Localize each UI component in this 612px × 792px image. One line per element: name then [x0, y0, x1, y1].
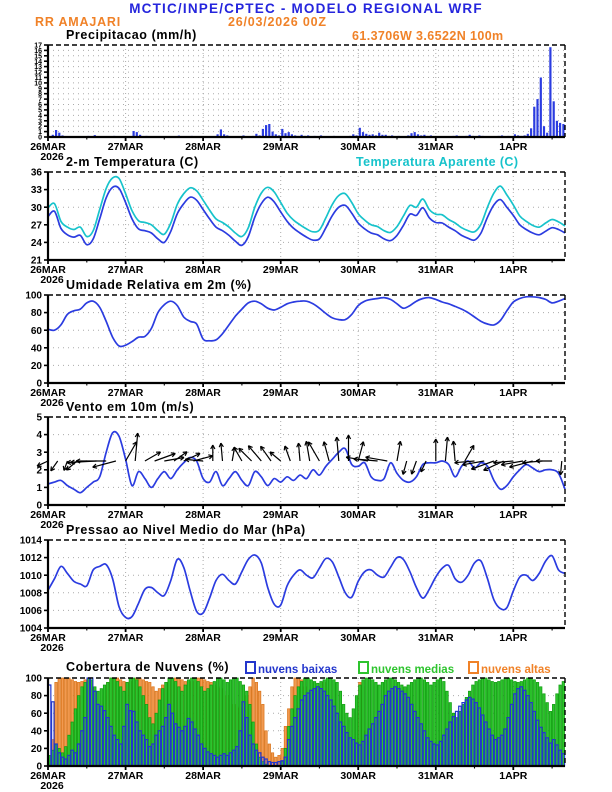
- precip-bar: [540, 78, 542, 138]
- svg-text:36: 36: [30, 167, 42, 179]
- svg-text:27MAR: 27MAR: [107, 264, 144, 276]
- svg-text:28MAR: 28MAR: [185, 770, 221, 782]
- svg-text:2: 2: [36, 465, 42, 477]
- station-label: RR AMAJARI: [35, 15, 122, 29]
- svg-text:1APR: 1APR: [499, 387, 528, 399]
- panel-title-humidity: Umidade Relativa em 2m (%): [66, 278, 252, 292]
- svg-text:31MAR: 31MAR: [418, 509, 454, 521]
- svg-text:30MAR: 30MAR: [340, 770, 376, 782]
- svg-text:1008: 1008: [19, 588, 42, 600]
- series: [48, 678, 564, 766]
- svg-text:30MAR: 30MAR: [340, 141, 376, 153]
- svg-text:28MAR: 28MAR: [185, 264, 221, 276]
- legend-label-high-clouds: nuvens altas: [481, 664, 551, 676]
- svg-text:100: 100: [25, 673, 42, 685]
- svg-text:28MAR: 28MAR: [185, 141, 221, 153]
- apparent-temperature-label: Temperatura Aparente (C): [356, 155, 519, 169]
- svg-text:20: 20: [30, 361, 42, 372]
- svg-text:17: 17: [34, 42, 42, 50]
- svg-text:26MAR: 26MAR: [30, 509, 66, 521]
- svg-text:26MAR: 26MAR: [30, 141, 66, 153]
- svg-text:30MAR: 30MAR: [340, 264, 376, 276]
- svg-text:27MAR: 27MAR: [107, 509, 144, 521]
- panel-cloud-cover: [25, 674, 565, 792]
- svg-text:80: 80: [30, 691, 42, 703]
- svg-text:10: 10: [34, 80, 42, 88]
- gridlines: [48, 45, 565, 137]
- svg-text:0: 0: [36, 761, 42, 773]
- panel-title-temperature: 2-m Temperatura (C): [66, 155, 199, 169]
- svg-text:31MAR: 31MAR: [418, 141, 454, 153]
- svg-text:1: 1: [36, 483, 42, 494]
- svg-text:29MAR: 29MAR: [262, 509, 299, 521]
- svg-text:1: 1: [38, 129, 42, 137]
- location-coordinates-label: 61.3706W 3.6522N 100m: [352, 29, 504, 43]
- y-axis: [20, 536, 48, 635]
- panel-humidity: [25, 291, 565, 409]
- y-axis: [25, 291, 48, 390]
- svg-text:27MAR: 27MAR: [107, 770, 144, 782]
- svg-text:29MAR: 29MAR: [262, 632, 299, 644]
- svg-text:12: 12: [34, 69, 42, 77]
- panel-pressure: [20, 536, 565, 654]
- precip-bar: [536, 99, 538, 137]
- svg-text:13: 13: [34, 64, 42, 72]
- svg-text:30MAR: 30MAR: [340, 387, 376, 399]
- svg-text:6: 6: [38, 102, 42, 109]
- svg-text:14: 14: [34, 58, 42, 66]
- x-axis: [30, 628, 552, 654]
- plot-frame: [47, 295, 565, 384]
- svg-text:1APR: 1APR: [499, 632, 528, 644]
- svg-text:29MAR: 29MAR: [262, 387, 299, 399]
- legend-label-mid-clouds: nuvens medias: [371, 664, 455, 676]
- svg-text:1APR: 1APR: [499, 141, 528, 153]
- legend-label-low-clouds: nuvens baixas: [258, 664, 338, 676]
- svg-text:1APR: 1APR: [499, 264, 528, 276]
- svg-text:0: 0: [36, 378, 42, 390]
- precip-bar: [549, 47, 551, 137]
- precip-bar: [281, 129, 283, 137]
- svg-text:40: 40: [30, 726, 42, 738]
- svg-text:60: 60: [30, 708, 42, 720]
- svg-text:16: 16: [34, 47, 42, 55]
- svg-text:26MAR: 26MAR: [30, 387, 66, 399]
- series: [52, 47, 565, 137]
- panel-wind: [30, 413, 565, 531]
- plot-frame: [47, 45, 565, 138]
- precip-bar: [530, 128, 532, 137]
- svg-text:27: 27: [30, 220, 42, 232]
- run-datetime-label: 26/03/2026 00Z: [228, 15, 327, 29]
- precip-bar: [559, 123, 561, 137]
- y-axis: [34, 43, 48, 142]
- precip-bar: [533, 107, 535, 137]
- precip-bar: [262, 129, 264, 137]
- svg-text:100: 100: [25, 290, 42, 302]
- svg-text:27MAR: 27MAR: [107, 632, 144, 644]
- panel-title-pressure: Pressao ao Nivel Medio do Mar (hPa): [66, 523, 306, 537]
- mid-clouds-swatch-icon: [358, 661, 369, 674]
- x-axis: [30, 766, 552, 792]
- gridlines: [48, 540, 565, 628]
- svg-text:30MAR: 30MAR: [340, 509, 376, 521]
- plot-frame: [47, 417, 565, 506]
- svg-text:24: 24: [30, 238, 42, 249]
- legend-item-low-clouds: [245, 661, 337, 676]
- svg-text:7: 7: [38, 96, 42, 104]
- svg-text:15: 15: [34, 53, 42, 61]
- y-axis: [31, 168, 48, 267]
- series: [48, 177, 565, 246]
- svg-text:2026: 2026: [40, 780, 64, 792]
- panel-temperature: [30, 168, 565, 286]
- svg-text:11: 11: [34, 75, 42, 82]
- svg-text:31MAR: 31MAR: [418, 387, 454, 399]
- svg-text:5: 5: [36, 412, 42, 424]
- precip-bar: [220, 129, 222, 137]
- panel-precipitation: [30, 43, 565, 164]
- svg-text:5: 5: [38, 107, 42, 115]
- precip-bar: [556, 121, 558, 137]
- svg-text:29MAR: 29MAR: [262, 264, 299, 276]
- svg-text:40: 40: [30, 343, 42, 355]
- svg-text:28MAR: 28MAR: [185, 632, 221, 644]
- precip-bar: [268, 124, 270, 137]
- svg-text:2: 2: [38, 123, 42, 131]
- svg-text:4: 4: [38, 112, 42, 120]
- wind-vectors: [37, 433, 563, 475]
- svg-text:1APR: 1APR: [499, 770, 528, 782]
- svg-text:20: 20: [30, 744, 42, 755]
- gridlines: [48, 295, 565, 383]
- svg-text:2026: 2026: [40, 642, 64, 654]
- svg-text:30: 30: [30, 202, 42, 214]
- svg-text:1010: 1010: [19, 570, 42, 582]
- svg-text:27MAR: 27MAR: [107, 387, 144, 399]
- svg-text:28MAR: 28MAR: [185, 387, 221, 399]
- high-clouds-swatch-icon: [468, 661, 479, 674]
- precip-bar: [562, 124, 564, 137]
- svg-text:26MAR: 26MAR: [30, 770, 66, 782]
- precip-bar: [553, 101, 555, 137]
- svg-text:29MAR: 29MAR: [262, 770, 299, 782]
- svg-text:26MAR: 26MAR: [30, 632, 66, 644]
- svg-text:3: 3: [38, 118, 42, 126]
- svg-text:1004: 1004: [19, 623, 42, 635]
- svg-text:1012: 1012: [19, 553, 42, 565]
- svg-text:29MAR: 29MAR: [262, 141, 299, 153]
- svg-text:31MAR: 31MAR: [418, 770, 454, 782]
- svg-text:31MAR: 31MAR: [418, 632, 454, 644]
- svg-text:33: 33: [30, 185, 42, 197]
- svg-text:2026: 2026: [40, 397, 64, 409]
- precip-bar: [265, 125, 267, 137]
- svg-text:1APR: 1APR: [499, 509, 528, 521]
- svg-text:31MAR: 31MAR: [418, 264, 454, 276]
- svg-text:80: 80: [30, 308, 42, 320]
- page-title: MCTIC/INPE/CPTEC - MODELO REGIONAL WRF: [129, 1, 483, 16]
- svg-text:1014: 1014: [19, 535, 42, 547]
- panel-title-cloud-cover: Cobertura de Nuvens (%): [66, 660, 230, 674]
- svg-text:30MAR: 30MAR: [340, 632, 376, 644]
- svg-text:2026: 2026: [40, 151, 64, 163]
- svg-text:2026: 2026: [40, 274, 64, 286]
- line-Temperatura-Aparente-(C): [48, 177, 565, 237]
- svg-text:3: 3: [36, 447, 42, 459]
- svg-text:2026: 2026: [40, 519, 64, 531]
- svg-text:1006: 1006: [19, 606, 42, 617]
- legend-item-high-clouds: [468, 661, 551, 676]
- y-axis: [25, 674, 48, 773]
- svg-text:4: 4: [36, 430, 42, 442]
- precip-bar: [543, 126, 545, 137]
- svg-text:0: 0: [36, 500, 42, 512]
- svg-text:60: 60: [30, 325, 42, 337]
- line-Velocidade-do-vento: [48, 432, 565, 493]
- precip-bar: [359, 128, 361, 137]
- svg-text:9: 9: [38, 85, 42, 93]
- svg-text:27MAR: 27MAR: [107, 141, 144, 153]
- low-clouds-swatch-icon: [245, 661, 256, 674]
- panel-title-wind: Vento em 10m (m/s): [66, 400, 195, 414]
- svg-text:28MAR: 28MAR: [185, 509, 221, 521]
- series: [37, 432, 565, 493]
- svg-text:21: 21: [30, 255, 42, 267]
- svg-text:0: 0: [38, 134, 42, 142]
- legend-item-mid-clouds: [358, 661, 454, 676]
- svg-text:8: 8: [38, 91, 42, 99]
- panel-title-precipitation: Precipitacao (mm/h): [66, 28, 197, 42]
- svg-text:26MAR: 26MAR: [30, 264, 66, 276]
